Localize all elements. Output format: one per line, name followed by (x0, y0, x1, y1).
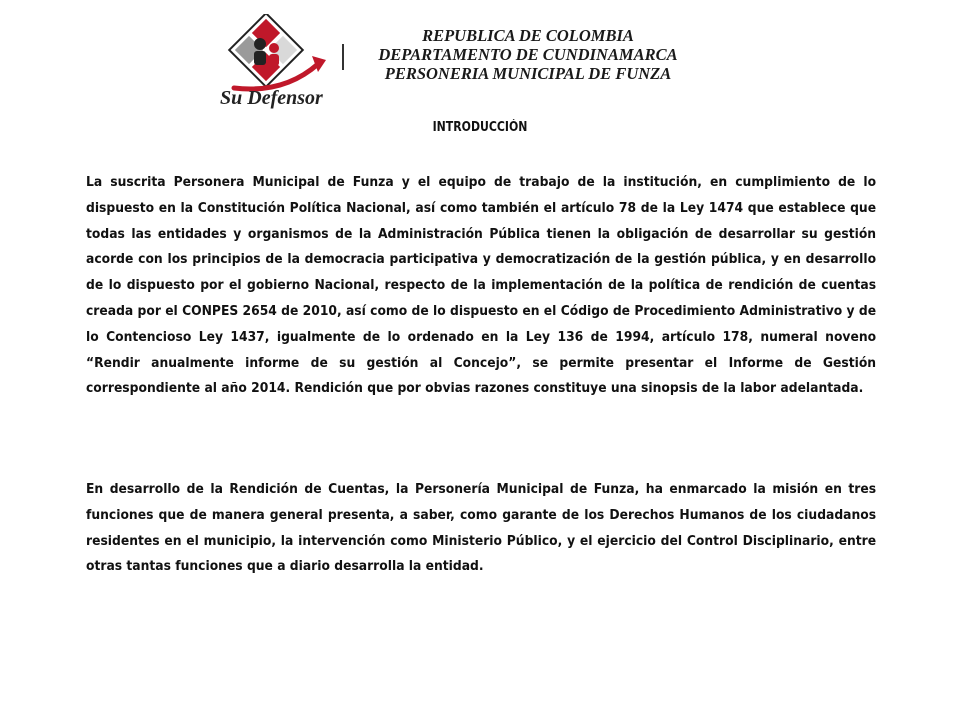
paragraph-introduction: La suscrita Personera Municipal de Funza y el equipo de trabajo de la institución, en cumplimiento de lo dispuesto en la Constitución Política Nacional, así como también el artículo 78 de la Ley 1474 que establece que todas las entidades y organismos de la Administración Pública tienen la obligación de desarrollar su gestión acorde con los principios de la democracia participativa y democratización de la gestión pública, y en desarrollo de lo dispuesto por el gobierno Nacional, respecto de la implementación de la política de rendición de cuentas creada por el CONPES 2654 de 2010, así como de lo dispuesto en el Código de Procedimiento Administrativo y de lo Contencioso Ley 1437, igualmente de lo ordenado en la Ley 136 de 1994, artículo 178, numeral noveno “Rendir anualmente informe de su gestión al Concejo”, se permite presentar el Informe de Gestión correspondiente al año 2014. Rendición que por obvias razones constituye una sinopsis de la labor adelantada. (86, 175, 877, 397)
logo-caption: Su Defensor (220, 87, 323, 109)
header-line-country: REPUBLICA DE COLOMBIA (422, 26, 634, 45)
paragraph-mission: En desarrollo de la Rendición de Cuentas, la Personería Municipal de Funza, ha enmarcado la misión en tres funciones que de manera general presenta, a saber, como garante de los Derechos Humanos de los ciudadanos residentes en el municipio, la intervención como Ministerio Público, y el ejercicio del Control Disciplinario, entre otras tantas funciones que a diario desarrolla la entidad. (86, 482, 877, 575)
logo-graphic-icon (214, 14, 344, 110)
personeria-logo (214, 14, 344, 110)
logo-divider (342, 44, 344, 70)
document-title: INTRODUCCIÓN (432, 120, 528, 135)
header-line-department: DEPARTAMENTO DE CUNDINAMARCA (378, 45, 678, 64)
institution-header (348, 26, 708, 83)
header-line-office: PERSONERIA MUNICIPAL DE FUNZA (384, 64, 672, 83)
